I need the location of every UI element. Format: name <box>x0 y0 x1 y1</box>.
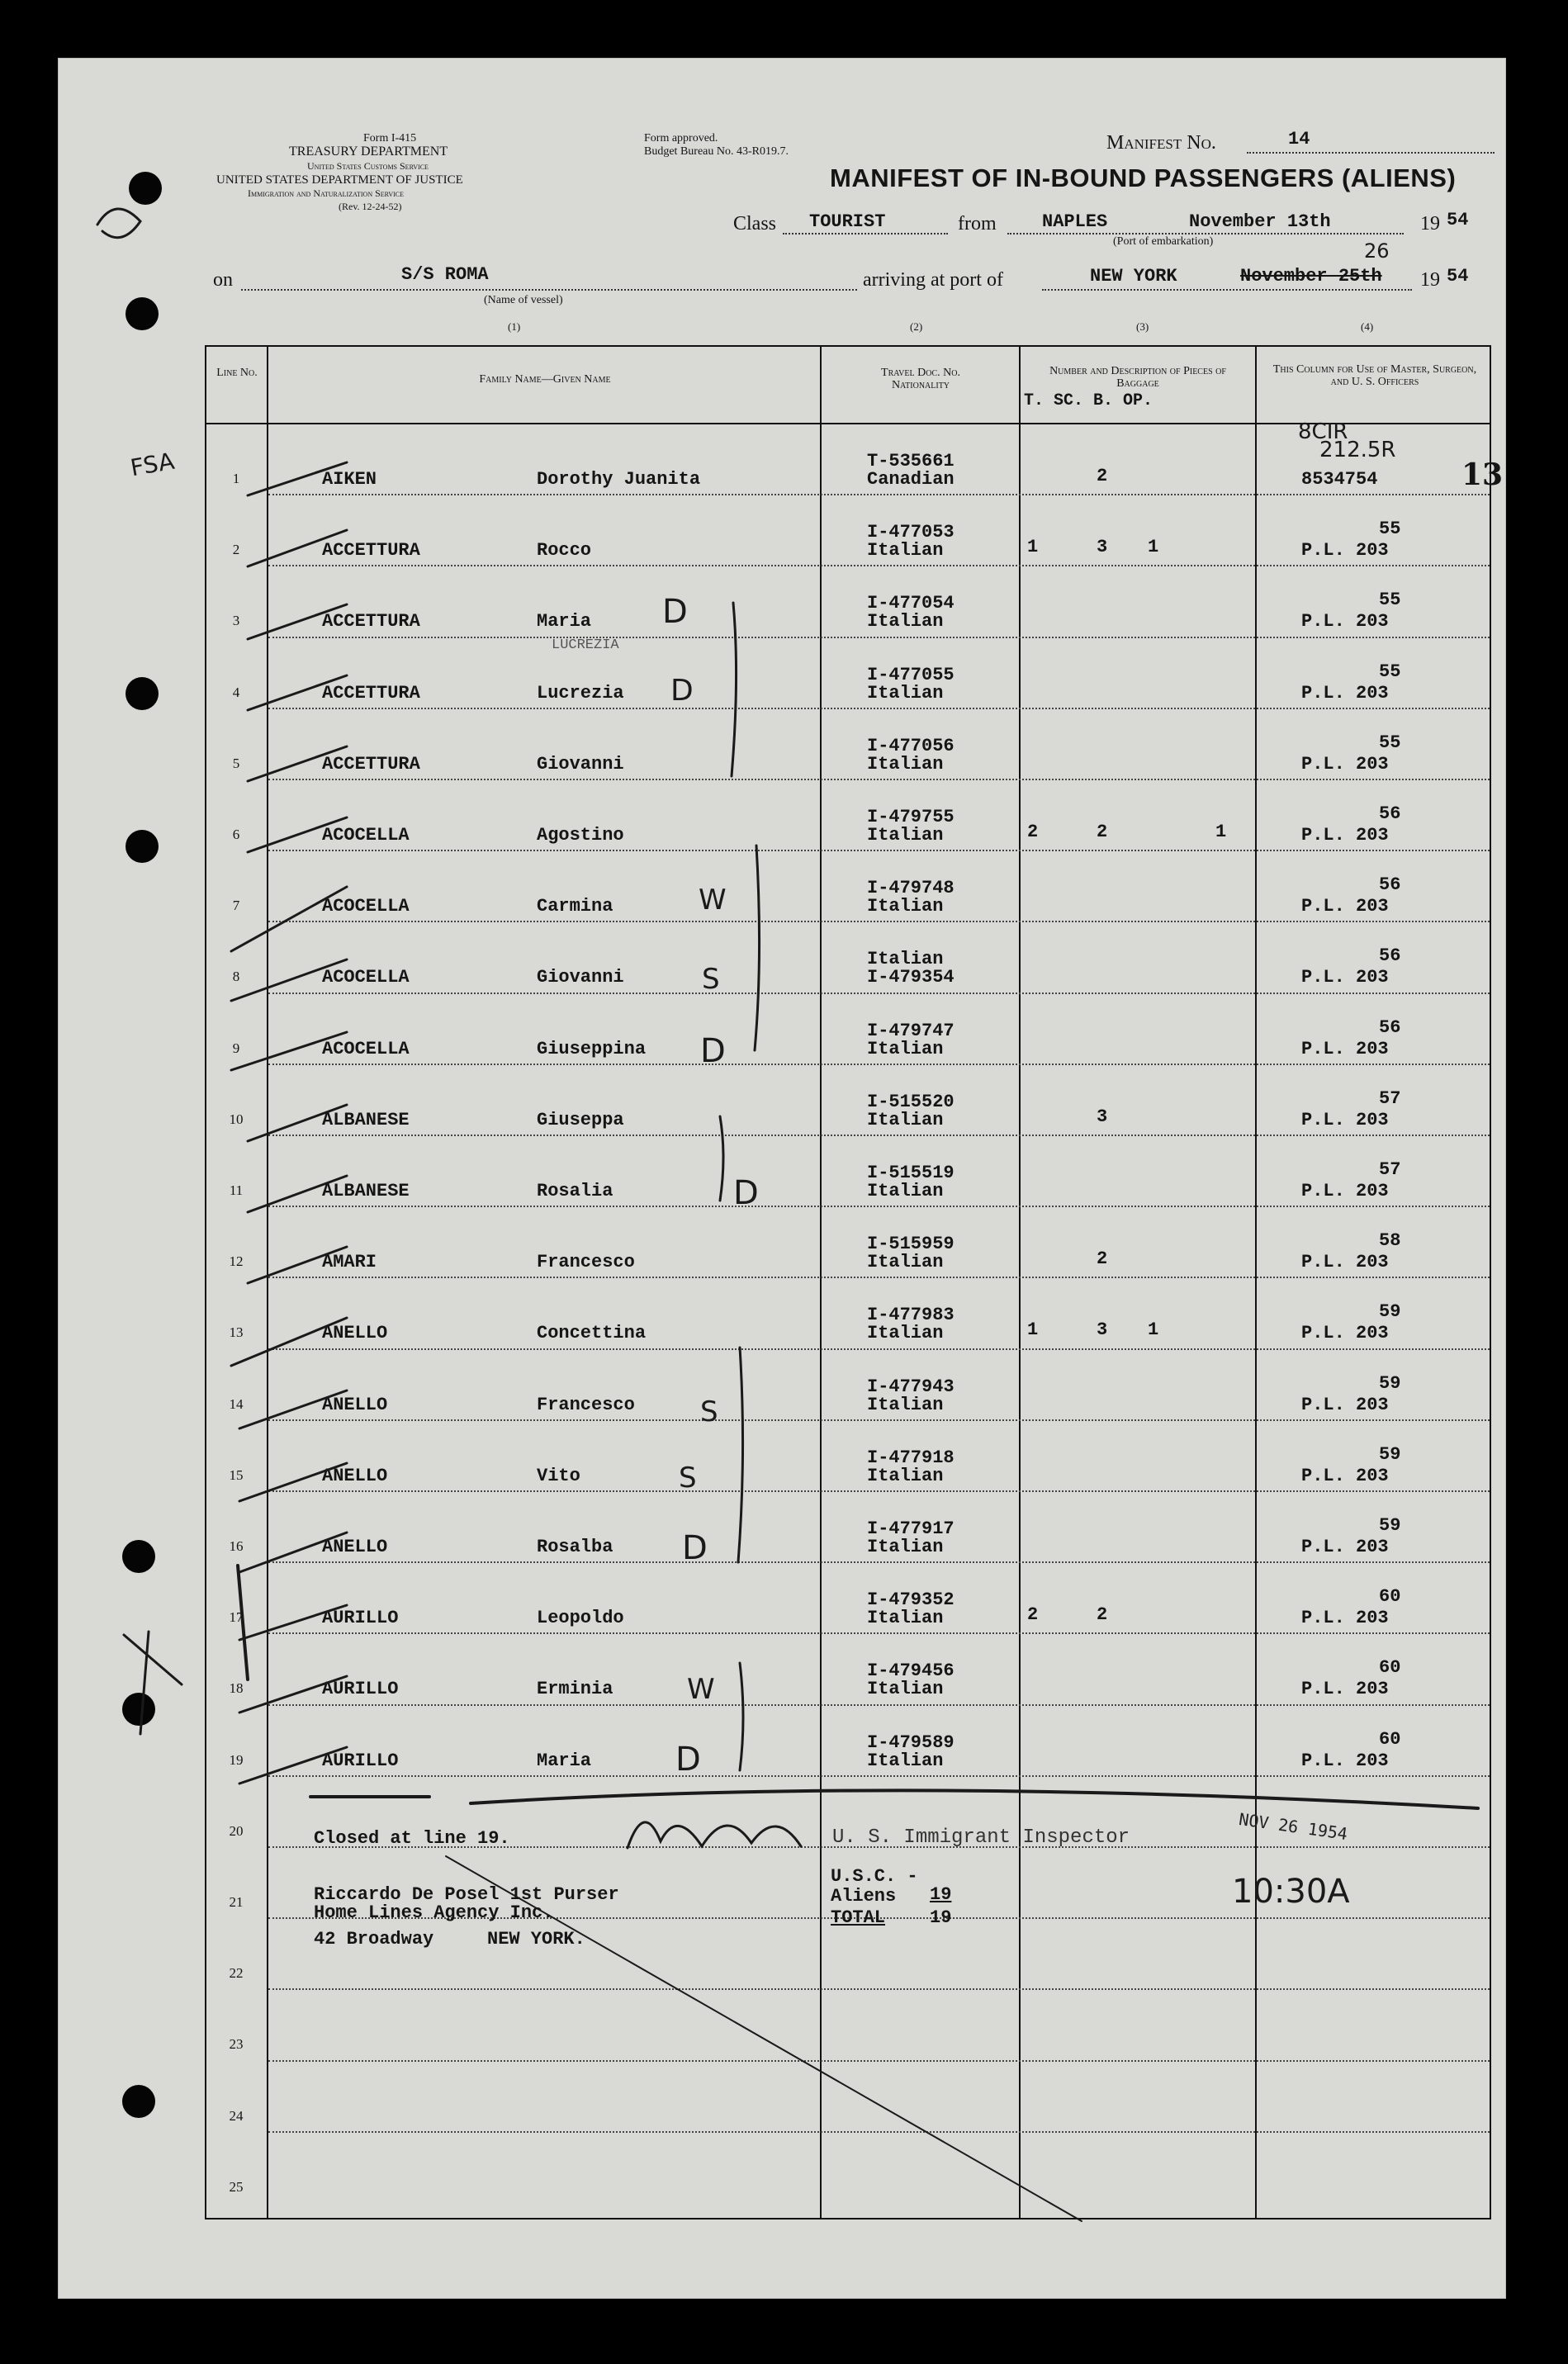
stamp-date: NOV 26 1954 <box>1237 1808 1349 1845</box>
line-number: 16 <box>229 1538 244 1554</box>
given-name: Giovanni <box>537 754 624 775</box>
arriving-label: arriving at port of <box>863 269 1003 291</box>
family-name: AURILLO <box>322 1750 399 1771</box>
officer-code: 59 <box>1379 1444 1401 1465</box>
immigration-service: Immigration and Naturalization Service <box>248 187 405 199</box>
officer-code: 60 <box>1379 1729 1401 1750</box>
agency-city: NEW YORK. <box>487 1929 585 1949</box>
header-travel: Travel Doc. No. Nationality <box>881 367 960 391</box>
handwritten-mark: W <box>687 1673 715 1706</box>
agency-name: Home Lines Agency Inc. <box>314 1902 554 1923</box>
baggage-sc: 3 <box>1097 1106 1108 1127</box>
officer-note: P.L. 203 <box>1301 825 1389 846</box>
family-name: ANELLO <box>322 1466 388 1486</box>
officer-code: 55 <box>1379 519 1401 539</box>
class-label: Class <box>733 213 777 235</box>
agency-address: 42 Broadway <box>314 1929 434 1949</box>
family-name: AIKEN <box>322 469 377 490</box>
given-name: Lucrezia <box>537 683 624 704</box>
travel-doc-number: I-515959 <box>867 1234 955 1254</box>
aliens-value: 19 <box>930 1884 952 1905</box>
vessel-name: S/S ROMA <box>401 264 489 285</box>
family-name: AURILLO <box>322 1679 399 1699</box>
travel-doc-number: I-515519 <box>867 1163 955 1183</box>
officer-note: 8534754 <box>1301 469 1378 490</box>
officer-note: P.L. 203 <box>1301 896 1389 917</box>
manifest-no-label: Manifest No. <box>1106 132 1216 154</box>
officer-code: 58 <box>1379 1230 1401 1251</box>
family-name: ACCETTURA <box>322 611 420 632</box>
family-name: ALBANESE <box>322 1110 410 1130</box>
officer-code: 57 <box>1379 1159 1401 1180</box>
officer-code: 59 <box>1379 1515 1401 1536</box>
baggage-t: 2 <box>1027 1604 1039 1625</box>
officer-code: 56 <box>1379 874 1401 895</box>
travel-doc-number: Italian <box>867 949 944 969</box>
column-number-4: (4) <box>1361 320 1374 333</box>
travel-doc-number: I-479456 <box>867 1660 955 1681</box>
line-number: 13 <box>229 1324 244 1340</box>
arrival-date: November 25th <box>1240 266 1382 287</box>
line-number: 22 <box>229 1965 244 1981</box>
nationality: Italian <box>867 1323 944 1343</box>
nationality: Italian <box>867 754 944 775</box>
baggage-op: 1 <box>1215 822 1227 842</box>
given-name: Rocco <box>537 540 592 561</box>
baggage-b: 1 <box>1148 1319 1159 1340</box>
department-of-justice: UNITED STATES DEPARTMENT OF JUSTICE <box>216 173 463 187</box>
given-name: Francesco <box>537 1252 635 1272</box>
usc-label: U.S.C. - <box>831 1866 918 1887</box>
line-number: 8 <box>232 969 240 984</box>
from-label: from <box>958 213 997 235</box>
class-value: TOURIST <box>809 211 886 232</box>
officer-code: 56 <box>1379 803 1401 824</box>
year-prefix: 19 <box>1420 213 1440 235</box>
handwritten-mark: S <box>679 1462 697 1495</box>
family-name: ACCETTURA <box>322 754 420 775</box>
line-number: 9 <box>232 1040 240 1056</box>
given-name: Rosalia <box>537 1181 613 1201</box>
form-approved: Form approved. <box>644 132 718 144</box>
baggage-sc: 2 <box>1097 822 1108 842</box>
line-number: 6 <box>232 827 240 842</box>
officer-code: 59 <box>1379 1373 1401 1394</box>
officer-note: P.L. 203 <box>1301 1110 1389 1130</box>
officer-code: 59 <box>1379 1301 1401 1322</box>
line-number: 25 <box>229 2179 244 2195</box>
budget-bureau: Budget Bureau No. 43-R019.7. <box>644 145 789 158</box>
handwritten-mark: D <box>662 593 688 631</box>
given-name: Agostino <box>537 825 624 846</box>
nationality: Italian <box>867 896 944 917</box>
line-number: 14 <box>229 1396 244 1412</box>
line-number: 21 <box>229 1894 244 1910</box>
family-name: ACOCELLA <box>322 825 410 846</box>
nationality: Italian <box>867 1679 944 1699</box>
nationality: Italian <box>867 540 944 561</box>
line-number: 20 <box>229 1823 244 1839</box>
officer-note: P.L. 203 <box>1301 1537 1389 1557</box>
officer-note: P.L. 203 <box>1301 683 1389 704</box>
officer-note: P.L. 203 <box>1301 540 1389 561</box>
given-name: Rosalba <box>537 1537 613 1557</box>
on-label: on <box>213 269 233 291</box>
officer-code: 55 <box>1379 590 1401 610</box>
given-name: Leopoldo <box>537 1608 624 1628</box>
line-number: 1 <box>232 471 240 486</box>
inspector-caption: U. S. Immigrant Inspector <box>832 1826 1130 1849</box>
arrival-year: 54 <box>1447 266 1469 287</box>
given-name: Dorothy Juanita <box>537 469 701 490</box>
family-name: ACOCELLA <box>322 1039 410 1059</box>
officer-note: P.L. 203 <box>1301 1181 1389 1201</box>
travel-doc-number: I-477983 <box>867 1305 955 1325</box>
vessel-caption: (Name of vessel) <box>484 294 563 306</box>
given-name: Vito <box>537 1466 580 1486</box>
header-name: Family Name—Given Name <box>479 373 611 386</box>
from-date: November 13th <box>1189 211 1331 232</box>
given-name: Concettina <box>537 1323 647 1343</box>
family-name: ANELLO <box>322 1537 388 1557</box>
line-number: 7 <box>232 898 240 913</box>
line-number: 12 <box>229 1253 244 1269</box>
nationality: Italian <box>867 1039 944 1059</box>
page-number: 13 <box>1461 457 1504 492</box>
page-title: MANIFEST OF IN-BOUND PASSENGERS (ALIENS) <box>830 163 1457 192</box>
arrival-port: NEW YORK <box>1090 266 1177 287</box>
travel-doc-number: I-479352 <box>867 1589 955 1610</box>
nationality: Italian <box>867 1252 944 1272</box>
family-name: ACOCELLA <box>322 896 410 917</box>
officer-note: P.L. 203 <box>1301 1750 1389 1771</box>
column-number-2: (2) <box>910 320 923 333</box>
baggage-t: 1 <box>1027 1319 1039 1340</box>
officer-note: P.L. 203 <box>1301 754 1389 775</box>
nationality: Italian <box>867 1110 944 1130</box>
arrival-year-prefix: 19 <box>1420 269 1440 291</box>
nationality: Italian <box>867 683 944 704</box>
officer-note: P.L. 203 <box>1301 611 1389 632</box>
officer-code: 57 <box>1379 1088 1401 1109</box>
stamp-time: 10:30A <box>1232 1873 1350 1911</box>
line-number: 3 <box>232 613 240 628</box>
travel-doc-number: I-479755 <box>867 807 955 827</box>
officer-note: P.L. 203 <box>1301 1323 1389 1343</box>
family-name: ANELLO <box>322 1395 388 1415</box>
handwritten-mark: S <box>702 963 720 996</box>
given-name: Francesco <box>537 1395 635 1415</box>
given-name: Erminia <box>537 1679 613 1699</box>
given-name: Giovanni <box>537 967 624 988</box>
manifest-no-value: 14 <box>1288 129 1310 149</box>
line-number: 2 <box>232 542 240 557</box>
given-name: Maria <box>537 611 592 632</box>
given-name: Maria <box>537 1750 592 1771</box>
baggage-sc: 3 <box>1097 1319 1108 1340</box>
closed-at-line: Closed at line 19. <box>314 1828 510 1849</box>
officer-code: 56 <box>1379 1017 1401 1038</box>
travel-doc-number: I-477055 <box>867 665 955 685</box>
nationality: I-479354 <box>867 967 955 988</box>
officer-note: P.L. 203 <box>1301 1466 1389 1486</box>
total-value: 19 <box>930 1907 952 1928</box>
officer-note: P.L. 203 <box>1301 1608 1389 1628</box>
travel-doc-number: I-479748 <box>867 878 955 898</box>
officer-note: P.L. 203 <box>1301 967 1389 988</box>
year-value: 54 <box>1447 210 1469 230</box>
travel-doc-number: I-477054 <box>867 593 955 614</box>
line-number: 15 <box>229 1467 244 1483</box>
baggage-sc: 2 <box>1097 466 1108 486</box>
nationality: Italian <box>867 1750 944 1771</box>
header-baggage: Number and Description of Pieces of Baggage <box>1049 365 1226 390</box>
family-name: ANELLO <box>322 1323 388 1343</box>
left-margin-note: FSA <box>128 447 177 482</box>
travel-doc-number: I-477943 <box>867 1376 955 1397</box>
given-name: Carmina <box>537 896 613 917</box>
header-officers: This Column for Use of Master, Surgeon, and U. S. Officers <box>1272 363 1477 388</box>
officer-code: 60 <box>1379 1586 1401 1607</box>
travel-doc-number: I-477053 <box>867 522 955 542</box>
line-number: 11 <box>229 1182 244 1198</box>
officer-code: 55 <box>1379 661 1401 682</box>
handwritten-mark: D <box>675 1741 701 1779</box>
given-name: Giuseppina <box>537 1039 647 1059</box>
family-name: ACCETTURA <box>322 540 420 561</box>
customs-service: United States Customs Service <box>307 160 429 172</box>
nationality: Italian <box>867 1395 944 1415</box>
baggage-t: 1 <box>1027 537 1039 557</box>
column-number-1: (1) <box>508 320 521 333</box>
officer-note: P.L. 203 <box>1301 1039 1389 1059</box>
family-name: ACCETTURA <box>322 683 420 704</box>
line-number: 10 <box>229 1111 244 1127</box>
nationality: Italian <box>867 1181 944 1201</box>
header-baggage-columns: T. SC. B. OP. <box>1024 391 1153 410</box>
travel-doc-number: I-477917 <box>867 1518 955 1539</box>
baggage-sc: 3 <box>1097 537 1108 557</box>
purser-name: Riccardo De Posel 1st Purser <box>314 1884 619 1905</box>
baggage-b: 1 <box>1148 537 1159 557</box>
nationality: Italian <box>867 611 944 632</box>
line-number: 23 <box>229 2036 244 2052</box>
line-number: 19 <box>229 1752 244 1768</box>
aliens-label: Aliens <box>831 1886 897 1907</box>
line-number: 18 <box>229 1680 244 1696</box>
officer-note: P.L. 203 <box>1301 1395 1389 1415</box>
nationality: Italian <box>867 825 944 846</box>
header-line-no: Line No. <box>216 367 258 379</box>
family-name: ACOCELLA <box>322 967 410 988</box>
handwritten-mark: W <box>699 884 727 917</box>
baggage-sc: 2 <box>1097 1604 1108 1625</box>
handwritten-mark: D <box>670 674 694 708</box>
travel-doc-number: T-535661 <box>867 451 955 471</box>
handwritten-mark: D <box>682 1529 708 1567</box>
officer-note: P.L. 203 <box>1301 1252 1389 1272</box>
treasury-department: TREASURY DEPARTMENT <box>289 144 448 159</box>
lucrezia-overstrike: LUCREZIA <box>552 637 619 653</box>
family-name: ALBANESE <box>322 1181 410 1201</box>
travel-doc-number: I-479589 <box>867 1732 955 1753</box>
travel-doc-number: I-477056 <box>867 736 955 756</box>
officer-code: 55 <box>1379 732 1401 753</box>
handwritten-mark: S <box>700 1395 718 1428</box>
handwritten-note-1: 8CIR <box>1298 419 1348 444</box>
officer-note: P.L. 203 <box>1301 1679 1389 1699</box>
family-name: AMARI <box>322 1252 377 1272</box>
handwritten-mark: D <box>733 1174 759 1212</box>
port-caption: (Port of embarkation) <box>1113 235 1214 248</box>
baggage-t: 2 <box>1027 822 1039 842</box>
line-number: 5 <box>232 756 240 771</box>
revision-date: (Rev. 12-24-52) <box>339 201 402 212</box>
form-number: Form I-415 <box>363 132 417 144</box>
travel-doc-number: I-515520 <box>867 1092 955 1112</box>
family-name: AURILLO <box>322 1608 399 1628</box>
arrival-correction: 26 <box>1364 239 1390 263</box>
travel-doc-number: I-479747 <box>867 1021 955 1041</box>
baggage-sc: 2 <box>1097 1248 1108 1269</box>
line-number: 17 <box>229 1609 244 1625</box>
column-number-3: (3) <box>1136 320 1149 333</box>
given-name: Giuseppa <box>537 1110 624 1130</box>
line-number: 24 <box>229 2108 244 2124</box>
nationality: Italian <box>867 1466 944 1486</box>
handwritten-note-2: 212.5R <box>1319 438 1396 462</box>
nationality: Italian <box>867 1608 944 1628</box>
total-label: TOTAL <box>831 1907 886 1928</box>
officer-code: 56 <box>1379 945 1401 966</box>
handwritten-mark: D <box>700 1032 726 1070</box>
officer-code: 60 <box>1379 1657 1401 1678</box>
line-number: 4 <box>232 685 240 700</box>
from-value: NAPLES <box>1042 211 1108 232</box>
travel-doc-number: I-477918 <box>867 1447 955 1468</box>
nationality: Italian <box>867 1537 944 1557</box>
nationality: Canadian <box>867 469 955 490</box>
